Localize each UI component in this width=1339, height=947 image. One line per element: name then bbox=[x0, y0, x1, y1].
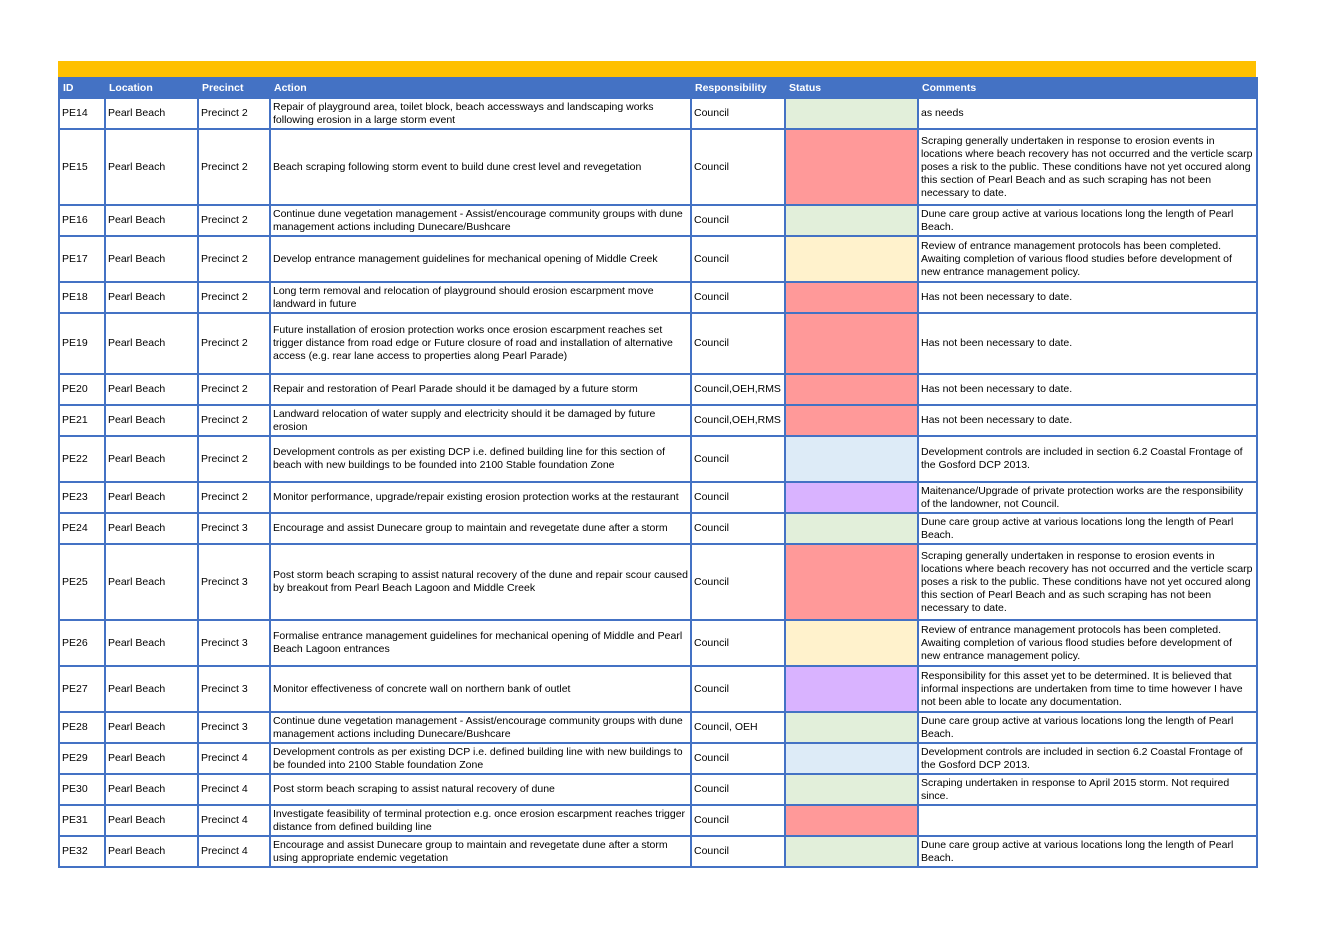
row-id-cell: PE28 bbox=[59, 712, 105, 743]
table-row bbox=[59, 313, 1257, 374]
row-comments-cell: Review of entrance management protocols has been completed. Awaiting completion of various flood studies before development of new entrance management policy. bbox=[918, 236, 1257, 282]
row-status-cell bbox=[785, 513, 918, 544]
row-responsibility-cell: Council bbox=[691, 620, 785, 666]
top-accent-bar bbox=[58, 61, 1256, 77]
row-precinct-cell: Precinct 4 bbox=[198, 836, 270, 867]
row-action-cell: Future installation of erosion protection works once erosion escarpment reaches set trigger distance from road edge or Future closure of road and installation of alternative access (e.g. rear lane access to properties along Pearl Parade) bbox=[270, 313, 691, 374]
row-comments-cell: Has not been necessary to date. bbox=[918, 313, 1257, 374]
row-action-cell: Formalise entrance management guidelines for mechanical opening of Middle and Pearl Beach Lagoon entrances bbox=[270, 620, 691, 666]
table-row bbox=[59, 436, 1257, 482]
row-status-cell bbox=[785, 282, 918, 313]
row-location-cell: Pearl Beach bbox=[105, 620, 198, 666]
table-row bbox=[59, 544, 1257, 620]
row-status-cell bbox=[785, 313, 918, 374]
header-row bbox=[59, 78, 1257, 98]
row-id-cell: PE29 bbox=[59, 743, 105, 774]
row-comments-cell: Development controls are included in section 6.2 Coastal Frontage of the Gosford DCP 2013. bbox=[918, 436, 1257, 482]
row-responsibility-cell: Council bbox=[691, 805, 785, 836]
header-action: Action bbox=[270, 78, 691, 98]
row-location-cell: Pearl Beach bbox=[105, 666, 198, 712]
row-precinct-cell: Precinct 2 bbox=[198, 405, 270, 436]
row-comments-cell: Scraping undertaken in response to April 2015 storm. Not required since. bbox=[918, 774, 1257, 805]
table-row bbox=[59, 836, 1257, 867]
row-responsibility-cell: Council bbox=[691, 98, 785, 129]
row-location-cell: Pearl Beach bbox=[105, 544, 198, 620]
row-id-cell: PE19 bbox=[59, 313, 105, 374]
table-row bbox=[59, 482, 1257, 513]
row-status-cell bbox=[785, 544, 918, 620]
row-responsibility-cell: Council bbox=[691, 282, 785, 313]
row-id-cell: PE27 bbox=[59, 666, 105, 712]
row-comments-cell: Has not been necessary to date. bbox=[918, 282, 1257, 313]
row-status-cell bbox=[785, 712, 918, 743]
row-comments-cell: Dune care group active at various locations long the length of Pearl Beach. bbox=[918, 712, 1257, 743]
row-precinct-cell: Precinct 2 bbox=[198, 98, 270, 129]
row-status-cell bbox=[785, 482, 918, 513]
row-action-cell: Encourage and assist Dunecare group to maintain and revegetate dune after a storm using appropriate endemic vegetation bbox=[270, 836, 691, 867]
table-row bbox=[59, 743, 1257, 774]
row-precinct-cell: Precinct 4 bbox=[198, 743, 270, 774]
row-status-cell bbox=[785, 236, 918, 282]
table-row bbox=[59, 620, 1257, 666]
row-precinct-cell: Precinct 4 bbox=[198, 774, 270, 805]
row-action-cell: Encourage and assist Dunecare group to maintain and revegetate dune after a storm bbox=[270, 513, 691, 544]
row-location-cell: Pearl Beach bbox=[105, 374, 198, 405]
row-location-cell: Pearl Beach bbox=[105, 98, 198, 129]
row-id-cell: PE14 bbox=[59, 98, 105, 129]
row-status-cell bbox=[785, 205, 918, 236]
row-id-cell: PE22 bbox=[59, 436, 105, 482]
row-status-cell bbox=[785, 805, 918, 836]
row-comments-cell: Dune care group active at various locations long the length of Pearl Beach. bbox=[918, 205, 1257, 236]
header-responsibility: Responsibility bbox=[691, 78, 785, 98]
row-comments-cell: Review of entrance management protocols has been completed. Awaiting completion of various flood studies before development of new entrance management policy. bbox=[918, 620, 1257, 666]
row-responsibility-cell: Council bbox=[691, 666, 785, 712]
row-id-cell: PE16 bbox=[59, 205, 105, 236]
row-action-cell: Repair of playground area, toilet block, beach accessways and landscaping works following erosion in a large storm event bbox=[270, 98, 691, 129]
row-action-cell: Development controls as per existing DCP i.e. defined building line with new buildings to be founded into 2100 Stable foundation Zone bbox=[270, 743, 691, 774]
row-id-cell: PE25 bbox=[59, 544, 105, 620]
row-action-cell: Beach scraping following storm event to build dune crest level and revegetation bbox=[270, 129, 691, 205]
row-comments-cell: Dune care group active at various locations long the length of Pearl Beach. bbox=[918, 836, 1257, 867]
row-action-cell: Investigate feasibility of terminal protection e.g. once erosion escarpment reaches trigger distance from defined building line bbox=[270, 805, 691, 836]
table-row bbox=[59, 513, 1257, 544]
action-status-table bbox=[58, 77, 1258, 868]
table-row bbox=[59, 98, 1257, 129]
row-id-cell: PE15 bbox=[59, 129, 105, 205]
row-location-cell: Pearl Beach bbox=[105, 313, 198, 374]
header-precinct: Precinct bbox=[198, 78, 270, 98]
row-action-cell: Continue dune vegetation management - Assist/encourage community groups with dune management actions including Dunecare/Bushcare bbox=[270, 712, 691, 743]
row-action-cell: Post storm beach scraping to assist natural recovery of dune bbox=[270, 774, 691, 805]
row-precinct-cell: Precinct 3 bbox=[198, 513, 270, 544]
table-row bbox=[59, 236, 1257, 282]
row-location-cell: Pearl Beach bbox=[105, 774, 198, 805]
row-comments-cell: Maitenance/Upgrade of private protection works are the responsibility of the landowner, not Council. bbox=[918, 482, 1257, 513]
row-precinct-cell: Precinct 2 bbox=[198, 436, 270, 482]
row-id-cell: PE30 bbox=[59, 774, 105, 805]
row-precinct-cell: Precinct 2 bbox=[198, 374, 270, 405]
row-comments-cell: Scraping generally undertaken in response to erosion events in locations where beach recovery has not occurred and the verticle scarp poses a risk to the public. These conditions have not yet occured along this section of Pearl Beach and as such scraping has not been necessary to date. bbox=[918, 544, 1257, 620]
row-precinct-cell: Precinct 2 bbox=[198, 205, 270, 236]
row-precinct-cell: Precinct 3 bbox=[198, 712, 270, 743]
row-id-cell: PE32 bbox=[59, 836, 105, 867]
row-comments-cell: Responsibility for this asset yet to be determined. It is believed that informal inspections are undertaken from time to time however I have not been able to locate any documentation. bbox=[918, 666, 1257, 712]
row-location-cell: Pearl Beach bbox=[105, 282, 198, 313]
row-status-cell bbox=[785, 743, 918, 774]
row-action-cell: Development controls as per existing DCP i.e. defined building line for this section of beach with new buildings to be founded into 2100 Stable foundation Zone bbox=[270, 436, 691, 482]
table-row bbox=[59, 712, 1257, 743]
row-status-cell bbox=[785, 129, 918, 205]
row-responsibility-cell: Council bbox=[691, 544, 785, 620]
table-row bbox=[59, 205, 1257, 236]
row-precinct-cell: Precinct 3 bbox=[198, 544, 270, 620]
row-responsibility-cell: Council bbox=[691, 236, 785, 282]
row-id-cell: PE24 bbox=[59, 513, 105, 544]
row-id-cell: PE26 bbox=[59, 620, 105, 666]
header-id: ID bbox=[59, 78, 105, 98]
row-comments-cell: Development controls are included in section 6.2 Coastal Frontage of the Gosford DCP 2013. bbox=[918, 743, 1257, 774]
table-row bbox=[59, 405, 1257, 436]
row-status-cell bbox=[785, 436, 918, 482]
row-location-cell: Pearl Beach bbox=[105, 129, 198, 205]
row-precinct-cell: Precinct 2 bbox=[198, 129, 270, 205]
row-status-cell bbox=[785, 98, 918, 129]
table-row bbox=[59, 374, 1257, 405]
row-status-cell bbox=[785, 405, 918, 436]
row-location-cell: Pearl Beach bbox=[105, 436, 198, 482]
row-location-cell: Pearl Beach bbox=[105, 805, 198, 836]
row-responsibility-cell: Council bbox=[691, 205, 785, 236]
row-location-cell: Pearl Beach bbox=[105, 743, 198, 774]
row-responsibility-cell: Council bbox=[691, 774, 785, 805]
row-action-cell: Continue dune vegetation management - Assist/encourage community groups with dune management actions including Dunecare/Bushcare bbox=[270, 205, 691, 236]
row-status-cell bbox=[785, 774, 918, 805]
row-location-cell: Pearl Beach bbox=[105, 482, 198, 513]
row-location-cell: Pearl Beach bbox=[105, 205, 198, 236]
row-precinct-cell: Precinct 2 bbox=[198, 282, 270, 313]
row-responsibility-cell: Council bbox=[691, 436, 785, 482]
table-row bbox=[59, 282, 1257, 313]
header-status: Status bbox=[785, 78, 918, 98]
row-status-cell bbox=[785, 620, 918, 666]
row-precinct-cell: Precinct 2 bbox=[198, 313, 270, 374]
row-id-cell: PE18 bbox=[59, 282, 105, 313]
row-responsibility-cell: Council bbox=[691, 482, 785, 513]
row-id-cell: PE20 bbox=[59, 374, 105, 405]
table-row bbox=[59, 805, 1257, 836]
row-location-cell: Pearl Beach bbox=[105, 405, 198, 436]
row-precinct-cell: Precinct 3 bbox=[198, 666, 270, 712]
row-comments-cell: Has not been necessary to date. bbox=[918, 374, 1257, 405]
row-precinct-cell: Precinct 2 bbox=[198, 236, 270, 282]
row-action-cell: Repair and restoration of Pearl Parade should it be damaged by a future storm bbox=[270, 374, 691, 405]
row-id-cell: PE21 bbox=[59, 405, 105, 436]
row-action-cell: Landward relocation of water supply and electricity should it be damaged by future erosion bbox=[270, 405, 691, 436]
row-action-cell: Develop entrance management guidelines for mechanical opening of Middle Creek bbox=[270, 236, 691, 282]
row-precinct-cell: Precinct 3 bbox=[198, 620, 270, 666]
row-location-cell: Pearl Beach bbox=[105, 236, 198, 282]
row-responsibility-cell: Council bbox=[691, 743, 785, 774]
row-responsibility-cell: Council bbox=[691, 513, 785, 544]
row-id-cell: PE31 bbox=[59, 805, 105, 836]
row-action-cell: Post storm beach scraping to assist natural recovery of the dune and repair scour caused by breakout from Pearl Beach Lagoon and Middle Creek bbox=[270, 544, 691, 620]
row-status-cell bbox=[785, 374, 918, 405]
table-row bbox=[59, 666, 1257, 712]
row-responsibility-cell: Council, OEH bbox=[691, 712, 785, 743]
row-comments-cell: Scraping generally undertaken in response to erosion events in locations where beach recovery has not occurred and the verticle scarp poses a risk to the public. These conditions have not yet occured along this section of Pearl Beach and as such scraping has not been necessary to date. bbox=[918, 129, 1257, 205]
table-row bbox=[59, 129, 1257, 205]
row-id-cell: PE23 bbox=[59, 482, 105, 513]
table-row bbox=[59, 774, 1257, 805]
row-status-cell bbox=[785, 836, 918, 867]
row-location-cell: Pearl Beach bbox=[105, 712, 198, 743]
row-responsibility-cell: Council,OEH,RMS bbox=[691, 405, 785, 436]
row-action-cell: Monitor effectiveness of concrete wall on northern bank of outlet bbox=[270, 666, 691, 712]
row-location-cell: Pearl Beach bbox=[105, 513, 198, 544]
row-comments-cell: Dune care group active at various locations long the length of Pearl Beach. bbox=[918, 513, 1257, 544]
row-comments-cell bbox=[918, 805, 1257, 836]
row-action-cell: Long term removal and relocation of playground should erosion escarpment move landward in future bbox=[270, 282, 691, 313]
row-comments-cell: Has not been necessary to date. bbox=[918, 405, 1257, 436]
header-comments: Comments bbox=[918, 78, 1257, 98]
row-id-cell: PE17 bbox=[59, 236, 105, 282]
row-action-cell: Monitor performance, upgrade/repair existing erosion protection works at the restaurant bbox=[270, 482, 691, 513]
row-responsibility-cell: Council bbox=[691, 129, 785, 205]
row-responsibility-cell: Council bbox=[691, 836, 785, 867]
row-precinct-cell: Precinct 2 bbox=[198, 482, 270, 513]
row-responsibility-cell: Council bbox=[691, 313, 785, 374]
row-precinct-cell: Precinct 4 bbox=[198, 805, 270, 836]
row-location-cell: Pearl Beach bbox=[105, 836, 198, 867]
row-status-cell bbox=[785, 666, 918, 712]
row-responsibility-cell: Council,OEH,RMS bbox=[691, 374, 785, 405]
header-location: Location bbox=[105, 78, 198, 98]
row-comments-cell: as needs bbox=[918, 98, 1257, 129]
